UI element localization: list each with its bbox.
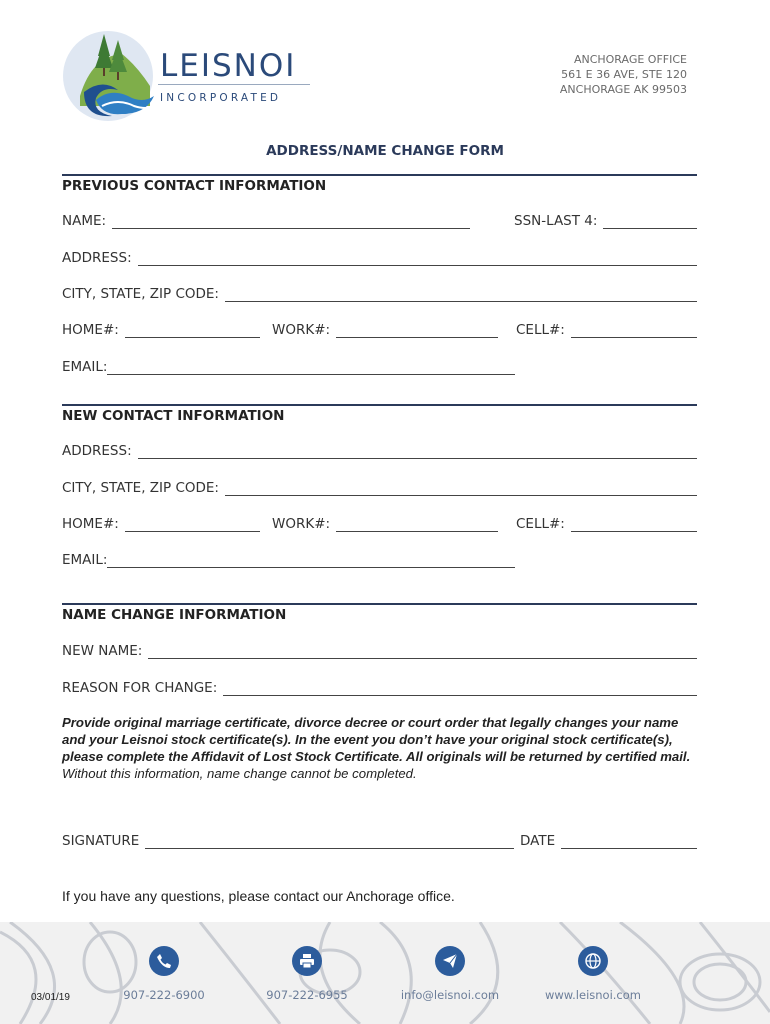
signature-label: SIGNATURE	[62, 833, 140, 849]
previous-cell-label: CELL#:	[516, 322, 565, 338]
ssn-last4-field[interactable]	[514, 213, 697, 229]
office-line-2: 561 E 36 AVE, STE 120	[561, 68, 687, 81]
footer-wood-texture	[0, 922, 770, 1024]
instructions-notice	[62, 714, 692, 782]
footer-website[interactable]: www.leisnoi.com	[544, 988, 641, 1002]
date-line[interactable]	[561, 834, 697, 849]
previous-email-line[interactable]	[107, 360, 515, 375]
globe-icon	[578, 946, 608, 976]
form-title: ADDRESS/NAME CHANGE FORM	[266, 143, 504, 159]
ssn-line[interactable]	[603, 214, 697, 229]
new-name-field[interactable]	[62, 643, 697, 659]
reason-line[interactable]	[223, 681, 697, 696]
logo-wordmark: LEISNOI	[160, 48, 297, 84]
previous-email-field[interactable]	[62, 359, 515, 375]
phone-icon	[149, 946, 179, 976]
signature-field[interactable]	[62, 833, 514, 849]
previous-cell-field[interactable]	[516, 322, 697, 338]
new-email-label: EMAIL:	[62, 552, 108, 568]
new-cell-field[interactable]	[516, 516, 697, 532]
revision-date: 03/01/19	[31, 992, 70, 1003]
new-home-line[interactable]	[125, 517, 260, 532]
new-home-label: HOME#:	[62, 516, 119, 532]
previous-name-field[interactable]	[62, 213, 470, 229]
footer	[0, 922, 770, 1024]
new-email-line[interactable]	[107, 553, 515, 568]
previous-address-line[interactable]	[138, 251, 697, 266]
new-address-label: ADDRESS:	[62, 443, 132, 459]
previous-address-label: ADDRESS:	[62, 250, 132, 266]
new-address-field[interactable]	[62, 443, 697, 459]
previous-work-field[interactable]	[272, 322, 498, 338]
previous-home-field[interactable]	[62, 322, 260, 338]
previous-home-label: HOME#:	[62, 322, 119, 338]
new-name-label: NEW NAME:	[62, 643, 143, 659]
office-line-3: ANCHORAGE AK 99503	[559, 83, 687, 96]
previous-city-field[interactable]	[62, 286, 697, 302]
logo-subtitle: INCORPORATED	[160, 92, 282, 104]
previous-name-line[interactable]	[112, 214, 470, 229]
footer-fax[interactable]: 907-222-6955	[266, 988, 348, 1002]
new-contact-heading: NEW CONTACT INFORMATION	[62, 408, 285, 424]
date-field[interactable]	[520, 833, 697, 849]
previous-city-line[interactable]	[225, 287, 697, 302]
new-city-line[interactable]	[225, 481, 697, 496]
new-name-line[interactable]	[148, 644, 697, 659]
instructions-normal: Without this information, name change cannot be completed.	[62, 766, 417, 781]
previous-home-line[interactable]	[125, 323, 260, 338]
previous-city-label: CITY, STATE, ZIP CODE:	[62, 286, 219, 302]
name-change-heading: NAME CHANGE INFORMATION	[62, 607, 287, 623]
questions-text: If you have any questions, please contact our Anchorage office.	[62, 888, 455, 904]
new-cell-line[interactable]	[571, 517, 697, 532]
new-email-field[interactable]	[62, 552, 515, 568]
office-address	[560, 52, 687, 97]
footer-phone[interactable]: 907-222-6900	[123, 988, 205, 1002]
previous-work-label: WORK#:	[272, 322, 331, 338]
new-work-label: WORK#:	[272, 516, 331, 532]
logo-emblem	[62, 26, 162, 126]
paper-plane-icon	[435, 946, 465, 976]
signature-line[interactable]	[145, 834, 514, 849]
reason-label: REASON FOR CHANGE:	[62, 680, 218, 696]
date-label: DATE	[520, 833, 556, 849]
instructions-bold: Provide original marriage certificate, divorce decree or court order that legally changes your name and your Leisnoi stock certificate(s). In the event you don’t have your original stock certificate(s), please complete the Affidavit of Lost Stock Certificate. All originals will be returned by certified mail.	[62, 715, 691, 764]
new-home-field[interactable]	[62, 516, 260, 532]
office-line-1: ANCHORAGE OFFICE	[573, 53, 687, 66]
printer-icon	[292, 946, 322, 976]
section-rule	[62, 174, 697, 176]
new-address-line[interactable]	[138, 444, 697, 459]
previous-email-label: EMAIL:	[62, 359, 108, 375]
new-work-field[interactable]	[272, 516, 498, 532]
section-rule	[62, 404, 697, 406]
reason-field[interactable]	[62, 680, 697, 696]
new-work-line[interactable]	[336, 517, 498, 532]
previous-contact-heading: PREVIOUS CONTACT INFORMATION	[62, 178, 327, 194]
previous-name-label: NAME:	[62, 213, 107, 229]
section-rule	[62, 603, 697, 605]
new-cell-label: CELL#:	[516, 516, 565, 532]
previous-work-line[interactable]	[336, 323, 498, 338]
new-city-label: CITY, STATE, ZIP CODE:	[62, 480, 219, 496]
logo-divider	[158, 84, 310, 85]
company-logo	[62, 26, 312, 126]
ssn-label: SSN-LAST 4:	[514, 213, 598, 229]
previous-cell-line[interactable]	[571, 323, 697, 338]
new-city-field[interactable]	[62, 480, 697, 496]
footer-email[interactable]: info@leisnoi.com	[400, 988, 500, 1002]
previous-address-field[interactable]	[62, 250, 697, 266]
